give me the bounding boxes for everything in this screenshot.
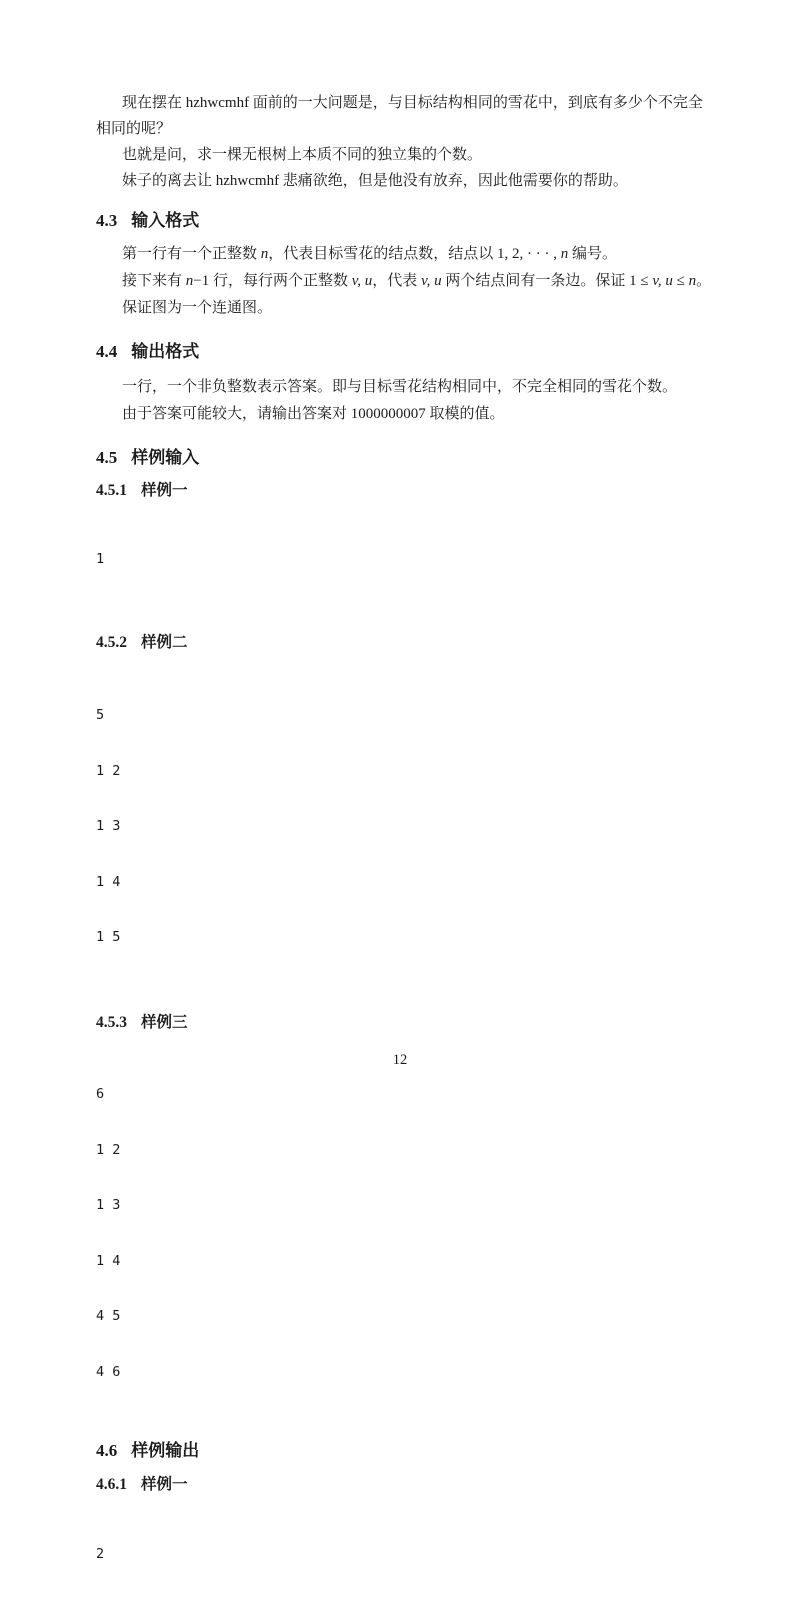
subsection-sample-output-1-heading (96, 1475, 746, 1495)
text-run: 行，每行两个正整数 (209, 273, 352, 289)
code-line: 4 5 (96, 1308, 121, 1324)
sample-input-2-code-block (96, 669, 746, 984)
code-line: 1 2 (96, 1141, 121, 1158)
section-number: 4.5 (96, 448, 118, 467)
section-title: 样例输入 (131, 448, 200, 467)
input-format-line-2 (96, 268, 746, 295)
math-num: 1, 2, · · · , (497, 246, 561, 262)
code-line: 5 (96, 707, 105, 723)
section-sample-output-heading (96, 1440, 746, 1462)
math-num: 1000000007 (350, 406, 426, 422)
code-line: 1 4 (96, 1252, 121, 1269)
code-line: 1 2 (96, 762, 121, 779)
text-run: 第一行有一个正整数 (122, 246, 261, 262)
math-var: v, u (421, 273, 442, 289)
text-run: 由于答案可能较大，请输出答案对 (122, 406, 351, 422)
section-sample-input-heading (96, 447, 746, 469)
text-run: 编号。 (568, 246, 618, 262)
math-var: v, u (652, 273, 673, 289)
section-title: 输出格式 (131, 342, 200, 361)
math-num: −1 (193, 273, 210, 289)
subsection-number: 4.6.1 (96, 1476, 127, 1493)
code-line: 1 5 (96, 929, 121, 945)
text-run: 两个结点间有一条边。保证 (441, 273, 630, 289)
page-number: 12 (392, 1052, 408, 1068)
output-format-line-1: 一行，一个非负整数表示答案。即与目标雪花结构相同中，不完全相同的雪花个数。 (122, 379, 678, 395)
subsection-title: 样例二 (141, 634, 188, 651)
section-number: 4.3 (96, 211, 118, 230)
section-number: 4.6 (96, 1441, 118, 1460)
math-num: ≤ (672, 273, 689, 289)
math-num: 1 ≤ (629, 273, 653, 289)
math-var: n (688, 273, 697, 289)
math-var: n (260, 246, 269, 262)
section-title: 输入格式 (131, 211, 200, 230)
text-run: ，代表目标雪花的结点数，结点以 (268, 246, 498, 262)
code-line: 1 3 (96, 1197, 121, 1213)
intro-paragraph-2: 也就是问，求一棵无根树上本质不同的独立集的个数。 (122, 147, 483, 163)
input-format-line-3: 保证图为一个连通图。 (122, 300, 273, 316)
text-run: ，代表 (372, 273, 422, 289)
intro-paragraph-1-line-1: 现在摆在 hzhwcmhf 面前的一大问题是，与目标结构相同的雪花中，到底有多少个不完全 (122, 95, 703, 111)
subsection-sample-input-1-heading (96, 481, 746, 501)
section-number: 4.4 (96, 342, 118, 361)
sample-output-1-code-block (96, 1508, 746, 1601)
section-output-heading (96, 341, 746, 363)
sample-input-3-code-block (96, 1048, 746, 1418)
code-line: 1 3 (96, 818, 121, 834)
code-line: 4 6 (96, 1363, 121, 1380)
code-line: 1 4 (96, 873, 121, 890)
text-run: 接下来有 (122, 273, 186, 289)
subsection-number: 4.5.3 (96, 1014, 127, 1031)
math-var: n (560, 246, 569, 262)
subsection-number: 4.5.2 (96, 634, 127, 651)
section-input-heading (96, 210, 746, 232)
text-run: 取模的值。 (425, 406, 505, 422)
subsection-sample-input-2-heading (96, 633, 746, 653)
sample-input-1-code-block (96, 513, 746, 606)
output-format-line-2 (96, 401, 746, 428)
subsection-title: 样例三 (141, 1014, 188, 1031)
intro-paragraph-3: 妹子的离去让 hzhwcmhf 悲痛欲绝，但是他没有放弃，因此他需要你的帮助。 (122, 173, 628, 189)
input-format-line-1 (96, 241, 746, 268)
subsection-title: 样例一 (141, 482, 188, 499)
intro-paragraph-1-line-2: 相同的呢？ (96, 121, 172, 137)
code-line: 1 (96, 551, 105, 567)
page-content (96, 0, 746, 1601)
code-line: 6 (96, 1086, 105, 1102)
subsection-title: 样例一 (141, 1476, 188, 1493)
subsection-sample-input-3-heading (96, 1013, 746, 1033)
text-run: 。 (696, 273, 712, 289)
subsection-number: 4.5.1 (96, 482, 127, 499)
math-var: v, u (351, 273, 373, 289)
math-var: n (185, 273, 194, 289)
section-title: 样例输出 (131, 1441, 200, 1460)
code-line: 2 (96, 1546, 105, 1562)
